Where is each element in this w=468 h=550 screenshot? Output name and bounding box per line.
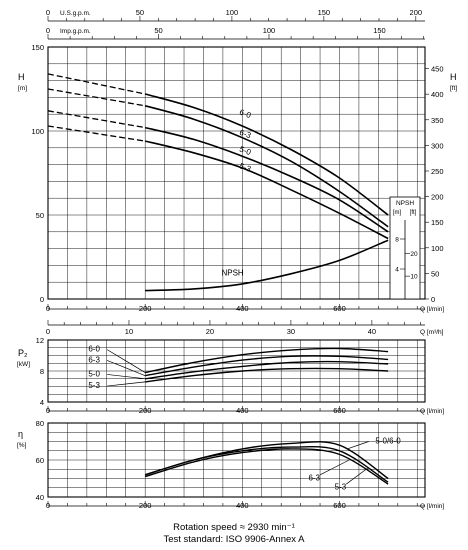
- power-curve-label-6-0: 6-0: [88, 344, 100, 354]
- frame-head: [48, 47, 425, 299]
- head-curve-label-6-3: 6-3: [238, 127, 253, 141]
- power-leader-6-3: [107, 360, 145, 375]
- impgpm-axis-label: Imp.g.p.m.: [60, 28, 91, 35]
- npsh-inset-unit-ft: [ft]: [409, 210, 417, 216]
- head-curve-label-5-0: 5-0: [238, 144, 253, 157]
- axis-ticks: [45, 16, 429, 506]
- efficiency-ytick-label: 60: [35, 456, 44, 465]
- npsh-inset-title: NPSH: [395, 200, 415, 207]
- head-ytick-label: 50: [35, 211, 44, 220]
- head-ytick-label: 100: [31, 127, 44, 136]
- efficiency-curve-5-3: [145, 449, 388, 484]
- top-axis-tick-label: 150: [373, 26, 386, 35]
- efficiency-q-axis-label: Q [l/min]: [420, 503, 445, 510]
- power-ytick-label: 4: [39, 398, 44, 407]
- power-q-tick-label: 600: [333, 406, 346, 415]
- efficiency-q-tick-label: 600: [333, 501, 346, 510]
- head-curve-dashed-5-0: [48, 111, 145, 128]
- top-axis-tick-label: 200: [409, 8, 423, 17]
- npsh-ft-tick-label: 20: [410, 250, 418, 258]
- efficiency-leader-5-3: [346, 467, 368, 484]
- npsh-m-tick-label: 8: [395, 236, 399, 244]
- power-ylabel: P₂: [18, 348, 28, 358]
- head-ylabel-unit: [m]: [18, 85, 28, 92]
- head-ft-tick-label: 150: [431, 218, 444, 228]
- top-axis-tick-label: 50: [135, 8, 145, 17]
- head-ft-tick-label: 400: [431, 90, 444, 100]
- power-curve-label-6-3: 6-3: [88, 355, 100, 365]
- head-ft-tick-label: 50: [431, 269, 440, 279]
- q-lmin-tick-label: 200: [138, 304, 152, 313]
- q-m3h-tick-label: 30: [286, 327, 296, 336]
- head-ft-tick-label: 450: [431, 64, 444, 74]
- power-curve-label-5-3: 5-3: [88, 381, 100, 391]
- power-q-tick-label: 0: [45, 406, 51, 415]
- q-m3h-tick-label: 40: [367, 327, 377, 336]
- top-axis-tick-label: 150: [317, 8, 331, 17]
- head-ft-tick-label: 100: [431, 243, 444, 253]
- power-q-tick-label: 200: [138, 406, 152, 415]
- power-leader-5-0: [107, 374, 145, 378]
- head-ft-tick-label: 350: [431, 115, 444, 125]
- q-m3h-tick-label: 10: [124, 327, 134, 336]
- head-ft-tick-label: 250: [431, 166, 444, 176]
- head-curve-5-3: [145, 141, 388, 238]
- head-ylabel-right-unit: [ft]: [450, 85, 458, 92]
- efficiency-leader-5-0-6-0: [347, 442, 368, 449]
- head-ft-tick-label: 0: [431, 295, 436, 304]
- efficiency-q-tick-label: 400: [236, 501, 249, 510]
- efficiency-q-tick-label: 0: [45, 501, 51, 510]
- head-curve-label-npsh: NPSH: [221, 268, 244, 278]
- q-m3h-tick-label: 0: [45, 327, 51, 336]
- efficiency-curve-label-6-3: 6-3: [308, 473, 321, 483]
- efficiency-q-tick-label: 200: [138, 501, 152, 510]
- power-ylabel-unit: [kW]: [17, 361, 30, 368]
- q-m3h-axis-label: Q [m³/h]: [420, 329, 444, 336]
- head-curve-dashed-5-3: [48, 126, 145, 141]
- head-curve-label-5-3: 5-3: [238, 161, 253, 174]
- efficiency-leader-6-3: [320, 460, 349, 475]
- head-curve-label-6-0: 6-0: [238, 107, 253, 121]
- rotation-speed-note: Rotation speed ≈ 2930 min⁻¹: [173, 522, 295, 533]
- power-ytick-label: 8: [39, 367, 44, 376]
- head-curve-6-0: [145, 94, 388, 215]
- power-leader-6-0: [107, 350, 145, 373]
- head-ft-tick-label: 300: [431, 141, 444, 151]
- head-curve-5-0: [145, 128, 388, 232]
- power-q-tick-label: 400: [236, 406, 249, 415]
- npsh-inset-unit-m: [m]: [392, 210, 402, 216]
- power-q-axis-label: Q [l/min]: [420, 408, 445, 415]
- power-curve-label-5-0: 5-0: [88, 369, 100, 379]
- power-curve-5-3: [145, 368, 388, 382]
- top-axis-tick-label: 0: [45, 8, 51, 17]
- power-leader-5-3: [107, 382, 145, 386]
- usgpm-axis-label: U.S.g.p.m.: [60, 10, 91, 17]
- q-lmin-tick-label: 600: [333, 304, 346, 313]
- power-curve-6-3: [145, 356, 388, 376]
- efficiency-curve-label-5-3: 5-3: [334, 482, 347, 492]
- top-axis-tick-label: 100: [225, 8, 239, 17]
- q-m3h-tick-label: 20: [205, 327, 215, 336]
- npsh-m-tick-label: 4: [395, 266, 399, 274]
- q-lmin-tick-label: 400: [236, 304, 249, 313]
- head-ylabel: H: [18, 72, 25, 82]
- q-lmin-tick-label: 0: [45, 304, 51, 313]
- test-standard-note: Test standard: ISO 9906-Annex A: [163, 534, 305, 545]
- efficiency-ytick-label: 80: [35, 419, 44, 428]
- efficiency-curve-label-5-0-6-0: 5-0/6-0: [375, 436, 401, 446]
- npsh-ft-tick-label: 10: [410, 273, 418, 281]
- q-lmin-axis-label: Q [l/min]: [420, 306, 445, 313]
- head-ft-tick-label: 200: [431, 192, 444, 202]
- top-axis-tick-label: 0: [45, 26, 51, 35]
- top-axis-tick-label: 100: [262, 26, 276, 35]
- power-ytick-label: 12: [35, 336, 44, 345]
- top-axis-tick-label: 50: [154, 26, 163, 35]
- efficiency-ylabel-unit: [%]: [17, 442, 27, 449]
- head-ylabel-right: H: [450, 72, 457, 82]
- efficiency-ytick-label: 40: [35, 493, 44, 502]
- head-ytick-label: 150: [31, 43, 44, 52]
- panel-frames: [45, 21, 425, 506]
- head-ytick-label: 0: [39, 295, 44, 304]
- efficiency-ylabel: η: [18, 429, 24, 439]
